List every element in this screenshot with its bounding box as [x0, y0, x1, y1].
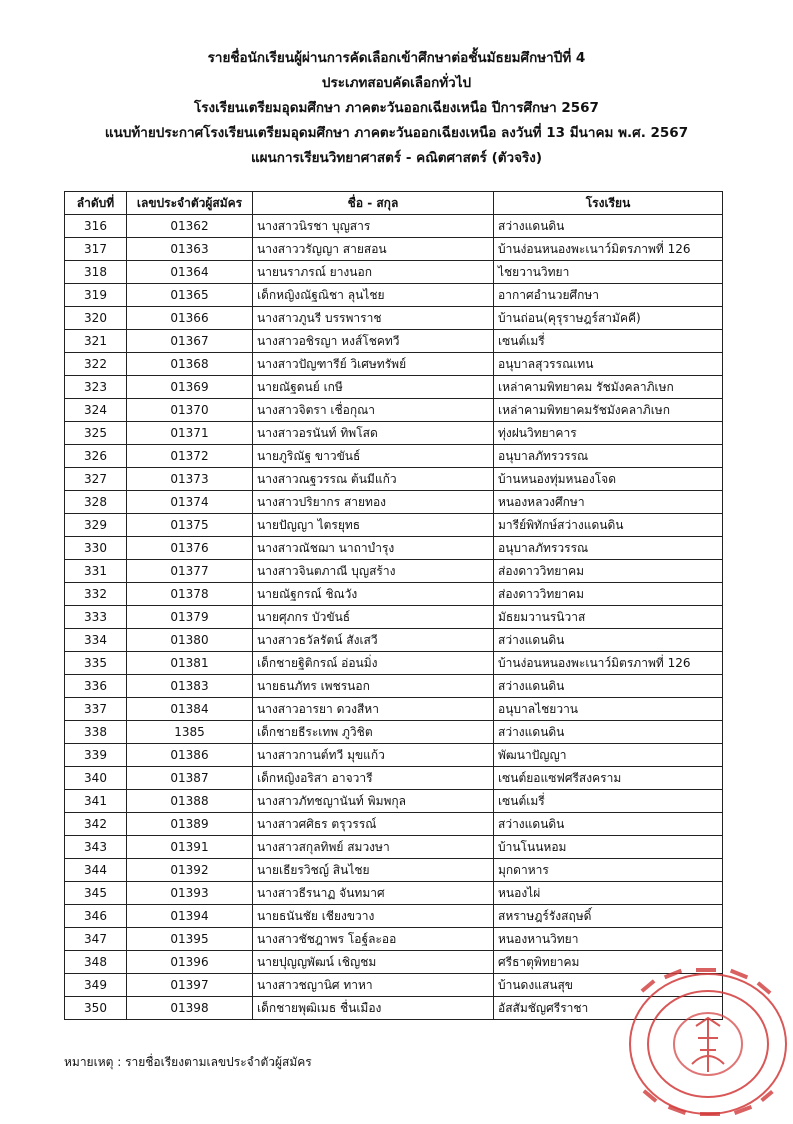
table-row [65, 560, 723, 583]
cell-applicant-id: 01393 [127, 882, 253, 905]
table-row [65, 422, 723, 445]
cell-school: มารีย์พิทักษ์สว่างแดนดิน [494, 514, 723, 537]
table-row [65, 445, 723, 468]
cell-applicant-id: 01363 [127, 238, 253, 261]
table-row [65, 675, 723, 698]
cell-name: นางสาวกานต์ทวี มุขแก้ว [253, 744, 494, 767]
column-header-applicant-id: เลขประจำตัวผู้สมัคร [127, 192, 253, 215]
table-row [65, 261, 723, 284]
table-row [65, 859, 723, 882]
table-row [65, 238, 723, 261]
cell-order: 321 [65, 330, 127, 353]
column-header-school: โรงเรียน [494, 192, 723, 215]
cell-school: สว่างแดนดิน [494, 813, 723, 836]
cell-applicant-id: 01368 [127, 353, 253, 376]
student-table [64, 191, 723, 1020]
cell-applicant-id: 01398 [127, 997, 253, 1020]
table-row [65, 928, 723, 951]
cell-name: เด็กชายพุฒิเมธ ชื่นเมือง [253, 997, 494, 1020]
cell-applicant-id: 01376 [127, 537, 253, 560]
cell-order: 328 [65, 491, 127, 514]
table-row [65, 583, 723, 606]
cell-school: มัธยมวานรนิวาส [494, 606, 723, 629]
cell-order: 346 [65, 905, 127, 928]
cell-name: นางสาวปริยากร สายทอง [253, 491, 494, 514]
cell-school: ศรีธาตุพิทยาคม [494, 951, 723, 974]
cell-name: นายณัฐกรณ์ ชิณวัง [253, 583, 494, 606]
table-header-row [65, 192, 723, 215]
cell-applicant-id: 01375 [127, 514, 253, 537]
cell-school: สว่างแดนดิน [494, 675, 723, 698]
column-header-order: ลำดับที่ [65, 192, 127, 215]
cell-order: 345 [65, 882, 127, 905]
cell-applicant-id: 01371 [127, 422, 253, 445]
table-body [65, 215, 723, 1020]
cell-applicant-id: 01364 [127, 261, 253, 284]
table-row [65, 790, 723, 813]
cell-order: 326 [65, 445, 127, 468]
cell-school: สหราษฎร์รังสฤษดิ์ [494, 905, 723, 928]
cell-school: อากาศอำนวยศึกษา [494, 284, 723, 307]
cell-order: 337 [65, 698, 127, 721]
table-row [65, 353, 723, 376]
cell-order: 331 [65, 560, 127, 583]
cell-applicant-id: 01386 [127, 744, 253, 767]
cell-school: มุกดาหาร [494, 859, 723, 882]
table-row [65, 514, 723, 537]
cell-school: สว่างแดนดิน [494, 215, 723, 238]
cell-name: นางสาวณัชฌา นาถาบำรุง [253, 537, 494, 560]
cell-name: นายศุภกร บัวขันธ์ [253, 606, 494, 629]
cell-school: เหล่าคามพิทยาคมรัชมังคลาภิเษก [494, 399, 723, 422]
cell-name: นางสาวณฐวรรณ ต้นมีแก้ว [253, 468, 494, 491]
cell-name: นางสาวจินตภาณี บุญสร้าง [253, 560, 494, 583]
cell-name: นายเธียรวิชญ์ สินไชย [253, 859, 494, 882]
cell-order: 329 [65, 514, 127, 537]
cell-order: 324 [65, 399, 127, 422]
cell-order: 325 [65, 422, 127, 445]
cell-order: 348 [65, 951, 127, 974]
cell-applicant-id: 01373 [127, 468, 253, 491]
cell-name: นางสาวธวัลรัตน์ สังเสวี [253, 629, 494, 652]
cell-name: นางสาวอรนันท์ ทิพโสด [253, 422, 494, 445]
cell-school: ไชยวานวิทยา [494, 261, 723, 284]
cell-school: บ้านดงแสนสุข [494, 974, 723, 997]
footnote: หมายเหตุ : รายชื่อเรียงตามเลขประจำตัวผู้สมัคร [64, 1055, 312, 1069]
cell-applicant-id: 01394 [127, 905, 253, 928]
cell-school: หนองหลวงศึกษา [494, 491, 723, 514]
cell-order: 322 [65, 353, 127, 376]
cell-applicant-id: 01388 [127, 790, 253, 813]
cell-name: นางสาวอารยา ดวงสีหา [253, 698, 494, 721]
cell-name: นางสาวศศิธร ตรุวรรณ์ [253, 813, 494, 836]
cell-applicant-id: 01397 [127, 974, 253, 997]
cell-applicant-id: 1385 [127, 721, 253, 744]
cell-school: อนุบาลไชยวาน [494, 698, 723, 721]
cell-name: นางสาวอชิรญา หงส์โชคทวี [253, 330, 494, 353]
cell-order: 342 [65, 813, 127, 836]
cell-order: 332 [65, 583, 127, 606]
cell-order: 327 [65, 468, 127, 491]
table-row [65, 330, 723, 353]
cell-name: นางสาวชญานิศ ทาหา [253, 974, 494, 997]
cell-applicant-id: 01366 [127, 307, 253, 330]
cell-order: 333 [65, 606, 127, 629]
cell-school: สว่างแดนดิน [494, 721, 723, 744]
table-row [65, 284, 723, 307]
cell-school: บ้านโนนหอม [494, 836, 723, 859]
cell-applicant-id: 01383 [127, 675, 253, 698]
cell-name: นางสาวปัญฑารีย์ วิเศษทรัพย์ [253, 353, 494, 376]
cell-applicant-id: 01370 [127, 399, 253, 422]
cell-order: 341 [65, 790, 127, 813]
cell-school: สว่างแดนดิน [494, 629, 723, 652]
cell-applicant-id: 01396 [127, 951, 253, 974]
cell-name: นายณัฐดนย์ เกษี [253, 376, 494, 399]
cell-school: ส่องดาววิทยาคม [494, 560, 723, 583]
table-row [65, 215, 723, 238]
cell-name: นายนราภรณ์ ยางนอก [253, 261, 494, 284]
cell-name: นายภูริณัฐ ขาวขันธ์ [253, 445, 494, 468]
cell-school: บ้านถ่อน(คุรุราษฎร์สามัคคี) [494, 307, 723, 330]
cell-order: 343 [65, 836, 127, 859]
table-row [65, 698, 723, 721]
table-row [65, 652, 723, 675]
header-announcement: แนบท้ายประกาศโรงเรียนเตรียมอุดมศึกษา ภาคตะวันออกเฉียงเหนือ ลงวันที่ 13 มีนาคม พ.ศ. 2567 [104, 125, 689, 141]
cell-name: นางสาวภัทชญานันท์ พิมพกุล [253, 790, 494, 813]
cell-school: ส่องดาววิทยาคม [494, 583, 723, 606]
cell-order: 339 [65, 744, 127, 767]
cell-school: อัสสัมชัญศรีราชา [494, 997, 723, 1020]
cell-applicant-id: 01380 [127, 629, 253, 652]
cell-order: 317 [65, 238, 127, 261]
cell-name: นายธนันชัย เชียงขวาง [253, 905, 494, 928]
table-row [65, 813, 723, 836]
table-row [65, 376, 723, 399]
cell-applicant-id: 01381 [127, 652, 253, 675]
cell-name: นายปัญญา ไตรยุทธ [253, 514, 494, 537]
cell-name: นางสาวนิรชา บุญสาร [253, 215, 494, 238]
cell-order: 330 [65, 537, 127, 560]
header-program: แผนการเรียนวิทยาศาสตร์ - คณิตศาสตร์ (ตัวจริง) [250, 150, 543, 166]
table-row [65, 307, 723, 330]
cell-applicant-id: 01395 [127, 928, 253, 951]
cell-applicant-id: 01379 [127, 606, 253, 629]
cell-order: 350 [65, 997, 127, 1020]
cell-order: 338 [65, 721, 127, 744]
cell-applicant-id: 01372 [127, 445, 253, 468]
cell-school: เซนต์เมรี่ [494, 330, 723, 353]
cell-applicant-id: 01362 [127, 215, 253, 238]
cell-name: เด็กชายฐิติกรณ์ อ่อนมิ่ง [253, 652, 494, 675]
cell-name: นางสาวธีรนาฏ จันทมาศ [253, 882, 494, 905]
cell-school: อนุบาลสุวรรณเทน [494, 353, 723, 376]
cell-school: บ้านง่อนหนองพะเนาว์มิตรภาพที่ 126 [494, 652, 723, 675]
table-row [65, 744, 723, 767]
header-school: โรงเรียนเตรียมอุดมศึกษา ภาคตะวันออกเฉียงเหนือ ปีการศึกษา 2567 [194, 100, 599, 116]
cell-name: นางสาวสกุลทิพย์ สมวงษา [253, 836, 494, 859]
cell-name: นายปุญญพัฒน์ เชิญชม [253, 951, 494, 974]
cell-order: 335 [65, 652, 127, 675]
cell-order: 349 [65, 974, 127, 997]
cell-applicant-id: 01374 [127, 491, 253, 514]
cell-order: 323 [65, 376, 127, 399]
cell-applicant-id: 01378 [127, 583, 253, 606]
cell-name: เด็กชายธีระเทพ ภูวิชิต [253, 721, 494, 744]
table-row [65, 767, 723, 790]
cell-school: เซนต์เมรี่ [494, 790, 723, 813]
cell-school: บ้านหนองทุ่มหนองโจด [494, 468, 723, 491]
table-row [65, 905, 723, 928]
table-row [65, 399, 723, 422]
table-row [65, 468, 723, 491]
cell-applicant-id: 01367 [127, 330, 253, 353]
cell-school: พัฒนาปัญญา [494, 744, 723, 767]
cell-applicant-id: 01369 [127, 376, 253, 399]
cell-applicant-id: 01392 [127, 859, 253, 882]
table-row [65, 537, 723, 560]
cell-school: หนองหานวิทยา [494, 928, 723, 951]
cell-applicant-id: 01365 [127, 284, 253, 307]
cell-order: 336 [65, 675, 127, 698]
cell-school: อนุบาลภัทรวรรณ [494, 445, 723, 468]
cell-order: 334 [65, 629, 127, 652]
table-row [65, 721, 723, 744]
table-row [65, 882, 723, 905]
cell-applicant-id: 01387 [127, 767, 253, 790]
cell-name: นางสาววรัญญา สายสอน [253, 238, 494, 261]
cell-applicant-id: 01391 [127, 836, 253, 859]
cell-order: 340 [65, 767, 127, 790]
cell-school: หนองไผ่ [494, 882, 723, 905]
cell-order: 319 [65, 284, 127, 307]
school-seal-stamp [612, 960, 788, 1124]
cell-school: เหล่าคามพิทยาคม รัชมังคลาภิเษก [494, 376, 723, 399]
cell-order: 320 [65, 307, 127, 330]
table-row [65, 606, 723, 629]
cell-order: 344 [65, 859, 127, 882]
cell-name: เด็กหญิงณัฐณิชา ลุนไชย [253, 284, 494, 307]
cell-name: เด็กหญิงอริสา อาจวารี [253, 767, 494, 790]
cell-order: 318 [65, 261, 127, 284]
document-header [0, 46, 793, 171]
table-row [65, 491, 723, 514]
header-category: ประเภทสอบคัดเลือกทั่วไป [321, 75, 472, 91]
cell-applicant-id: 01389 [127, 813, 253, 836]
cell-order: 316 [65, 215, 127, 238]
cell-school: อนุบาลภัทรวรรณ [494, 537, 723, 560]
column-header-name: ชื่อ - สกุล [253, 192, 494, 215]
cell-applicant-id: 01377 [127, 560, 253, 583]
cell-name: นางสาวจิตรา เชื่อกุณา [253, 399, 494, 422]
cell-name: นางสาวชัชฎาพร โอฐ์ละออ [253, 928, 494, 951]
header-title: รายชื่อนักเรียนผู้ผ่านการคัดเลือกเข้าศึกษาต่อชั้นมัธยมศึกษาปีที่ 4 [207, 50, 586, 66]
cell-name: นางสาวภูนรี บรรพาราช [253, 307, 494, 330]
cell-school: ทุ่งฝนวิทยาคาร [494, 422, 723, 445]
cell-school: บ้านง่อนหนองพะเนาว์มิตรภาพที่ 126 [494, 238, 723, 261]
table-row [65, 836, 723, 859]
cell-school: เซนต์ยอแซฟศรีสงคราม [494, 767, 723, 790]
cell-order: 347 [65, 928, 127, 951]
table-row [65, 629, 723, 652]
cell-name: นายธนภัทร เพชรนอก [253, 675, 494, 698]
cell-applicant-id: 01384 [127, 698, 253, 721]
